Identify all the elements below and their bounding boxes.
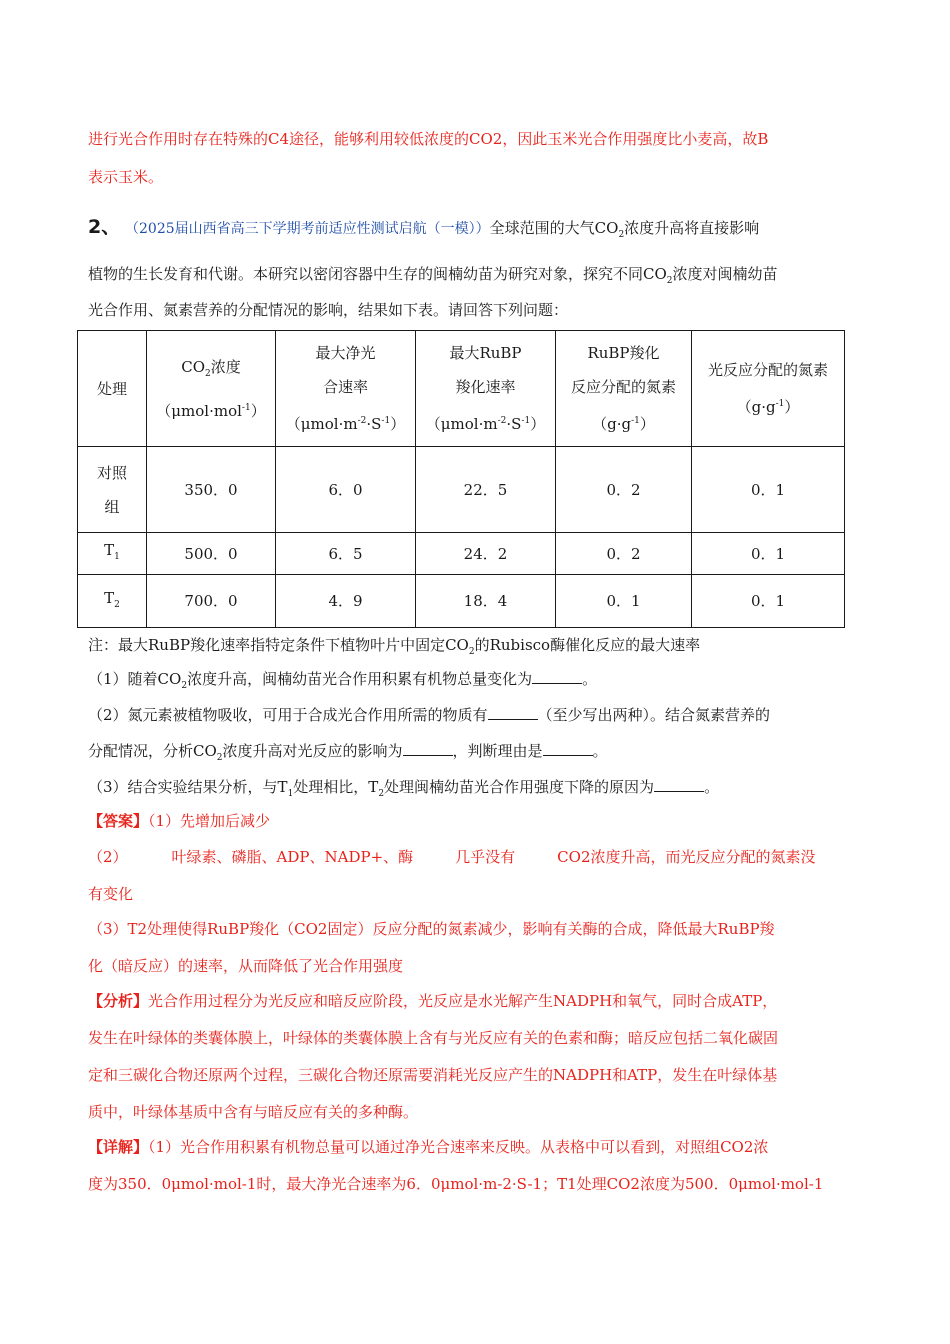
table-note: 注：最大RuBP羧化速率指特定条件下植物叶片中固定$CO_2$的Rubisco酶催化反应的最大速率 (88, 636, 701, 657)
subquestion-2-line-2: 分配情况，分析$CO_2$浓度升高对光反应的影响为 ，判断理由是 。 (88, 742, 608, 763)
cell-light-nitrogen: 0．1 (692, 447, 845, 533)
detail-line-1: 【详解】（1）光合作用积累有机物总量可以通过净光合速率来反映。从表格中可以看到，对照组CO2浓 (88, 1138, 769, 1156)
analysis-line-4: 质中，叶绿体基质中含有与暗反应有关的多种酶。 (88, 1103, 419, 1121)
analysis-line-3: 定和三碳化合物还原两个过程，三碳化合物还原需要消耗光反应产生的NADPH和ATP，发生在叶绿体基 (88, 1066, 778, 1084)
detail-line-2: 度为350．0μmol·mol-1时，最大净光合速率为6．0μmol·m-2·S-1；T1处理CO2浓度为500．0μmol·mol-1 (88, 1175, 824, 1193)
stem-text: 浓度升高将直接影响 (624, 219, 760, 237)
subquestion-1: （1）随着$CO_2$浓度升高，闽楠幼苗光合作用积累有机物总量变化为 。 (88, 670, 598, 691)
answer-blank (532, 671, 582, 684)
cell-rubp-nitrogen: 0．2 (556, 447, 692, 533)
answer-blank (543, 743, 593, 756)
subquestion-2-line-1: （2）氮元素被植物吸收，可用于合成光合作用所需的物质有 （至少写出两种）。结合氮素营养的 (88, 706, 771, 724)
header-co2: $CO_2$浓度 （μmol·mol$^{-1}$） (147, 331, 276, 447)
stem-subscript: 2 (618, 230, 625, 240)
table-row (78, 447, 845, 533)
results-table (77, 330, 845, 628)
header-rubp-rate: 最大RuBP 羧化速率 $(\mu mol\cdot m^{-2}\cdot S^{-1})$ (416, 331, 556, 447)
stem-subscript: 2 (666, 276, 673, 286)
header-rubp-nitrogen: RuBP羧化 反应分配的氮素 $(g\cdot g^{-1})$ (556, 331, 692, 447)
question-stem-line-3: 光合作用、氮素营养的分配情况的影响，结果如下表。请回答下列问题： (88, 301, 569, 319)
header-treatment: 处理 (78, 331, 147, 447)
answer-blank (403, 743, 453, 756)
answer-blank (654, 779, 704, 792)
cell-light-nitrogen: 0．1 (692, 533, 845, 575)
answer-line-4: （3）T2处理使得RuBP羧化（CO2固定）反应分配的氮素减少，影响有关酶的合成，降低最大RuBP羧 (88, 920, 775, 938)
stem-text: 全球范围的大气CO (489, 219, 619, 237)
header-net-rate: 最大净光 合速率 $(\mu mol\cdot m^{-2}\cdot S^{-1})$ (276, 331, 416, 447)
cell-rubp-nitrogen: 0．2 (556, 533, 692, 575)
cell-rubp-nitrogen: 0．1 (556, 575, 692, 628)
row-label: 对照 组 (78, 447, 147, 533)
answer-line-2: （2） 叶绿素、磷脂、ADP、NADP+、酶 几乎没有 CO2浓度升高，而光反应分配的氮素没 (88, 848, 816, 866)
table-header-row (78, 331, 845, 447)
question-source: （2025届山西省高三下学期考前适应性测试启航（一模）） (125, 221, 490, 237)
table-row (78, 575, 845, 628)
answer-line-1: 【答案】（1）先增加后减少 (88, 812, 271, 830)
row-label: $T_1$ (78, 533, 147, 575)
detail-label: 【详解】 (88, 1138, 149, 1156)
subquestion-3: （3）结合实验结果分析，与$T_1$处理相比，$T_2$处理闽楠幼苗光合作用强度下降的原因为 。 (88, 778, 720, 799)
cell-rubp-rate: 22．5 (416, 447, 556, 533)
stem-text: 植物的生长发育和代谢。本研究以密闭容器中生存的闽楠幼苗为研究对象，探究不同CO (88, 265, 667, 283)
cell-rubp-rate: 18．4 (416, 575, 556, 628)
question-stem-line-2 (88, 263, 864, 286)
answer-blank (488, 707, 538, 720)
cell-net-rate: 6．0 (276, 447, 416, 533)
analysis-line-1: 【分析】光合作用过程分为光反应和暗反应阶段，光反应是水光解产生NADPH和氧气，同时合成ATP， (88, 992, 778, 1010)
answer-label: 【答案】 (88, 812, 149, 830)
question-stem-line-1 (88, 212, 864, 240)
cell-net-rate: 6．5 (276, 533, 416, 575)
answer-line-5: 化（暗反应）的速率，从而降低了光合作用强度 (88, 957, 404, 975)
answer-line-3: 有变化 (88, 885, 134, 903)
question-number: 2、 (88, 216, 121, 238)
cell-co2: 500．0 (147, 533, 276, 575)
row-label: $T_2$ (78, 575, 147, 628)
analysis-label: 【分析】 (88, 992, 149, 1010)
continuation-line-1: 进行光合作用时存在特殊的C4途径，能够利用较低浓度的CO2，因此玉米光合作用强度比小麦高，故B (88, 130, 769, 148)
table-row (78, 533, 845, 575)
cell-co2: 700．0 (147, 575, 276, 628)
header-light-nitrogen: 光反应分配的氮素 $(g\cdot g^{-1})$ (692, 331, 845, 447)
stem-text: 浓度对闽楠幼苗 (672, 265, 778, 283)
continuation-line-2: 表示玉米。 (88, 168, 164, 186)
analysis-line-2: 发生在叶绿体的类囊体膜上，叶绿体的类囊体膜上含有与光反应有关的色素和酶；暗反应包括二氧化碳固 (88, 1029, 779, 1047)
cell-co2: 350．0 (147, 447, 276, 533)
cell-rubp-rate: 24．2 (416, 533, 556, 575)
cell-net-rate: 4．9 (276, 575, 416, 628)
cell-light-nitrogen: 0．1 (692, 575, 845, 628)
